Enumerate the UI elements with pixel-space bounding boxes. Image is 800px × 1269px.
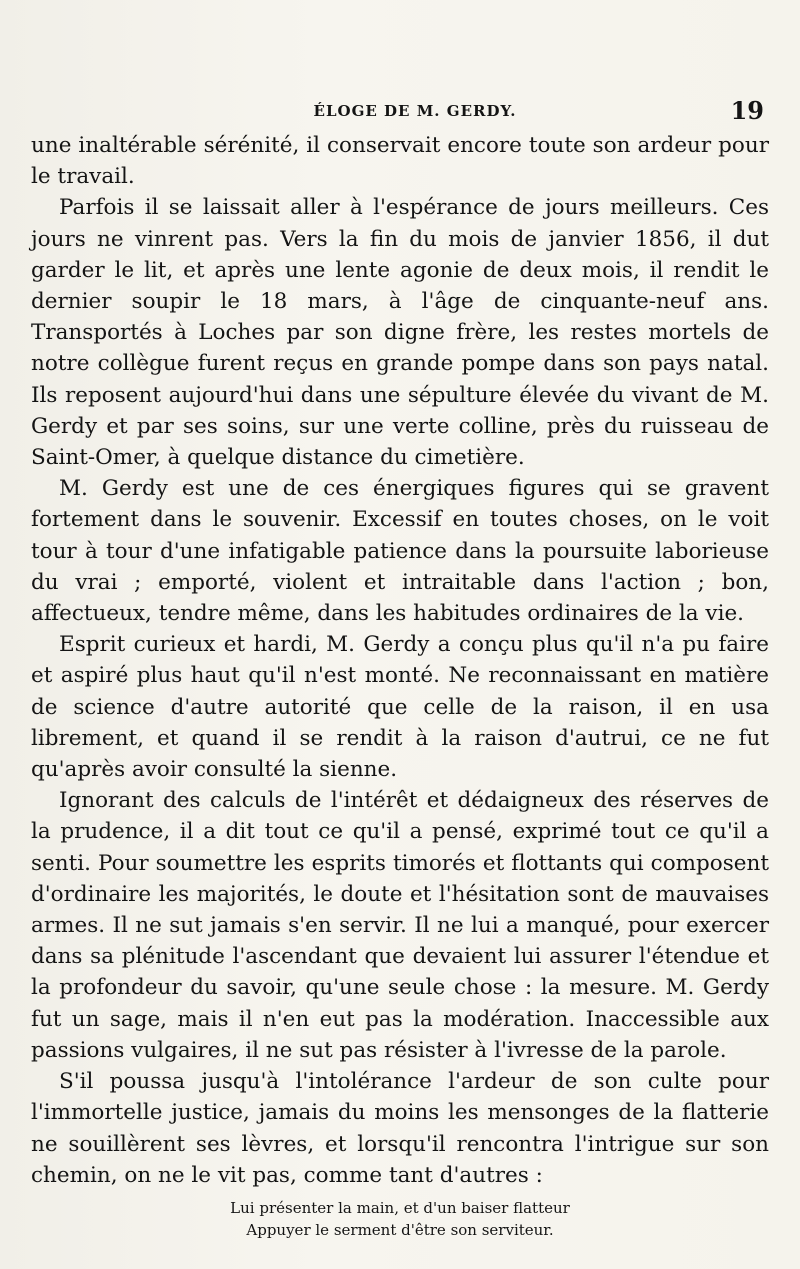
page-number: 19	[730, 96, 764, 125]
paragraph: Parfois il se laissait aller à l'espérance de jours meilleurs. Ces jours ne vinrent pas. Vers la fin du mois de janvier 1856, il dut garder le lit, et après une lente agonie de deux mois, il rendit le dernier soupir le 18 mars, à l'âge de cinquante-neuf ans. Transportés à Loches par son digne frère, les restes mortels de notre collègue furent reçus en grande pompe dans son pays natal. Ils reposent aujourd'hui dans une sépulture élevée du vivant de M. Gerdy et par ses soins, sur une verte colline, près du ruisseau de Saint-Omer, à quelque distance du cimetière.	[31, 195, 769, 471]
paragraph: M. Gerdy est une de ces énergiques figures qui se gravent fortement dans le souvenir. Excessif en toutes choses, on le voit tour à tour d'une infatigable patience dans la poursuite laborieuse du vrai ; emporté, violent et intraitable dans l'action ; bon, affectueux, tendre même, dans les habitudes ordinaires de la vie.	[31, 476, 769, 627]
body-text	[31, 130, 769, 1191]
running-head	[60, 96, 770, 128]
verse-quotation	[0, 1197, 800, 1241]
paragraph-continuation: une inaltérable sérénité, il conservait encore toute son ardeur pour le travail.	[31, 133, 769, 190]
paragraph: S'il poussa jusqu'à l'intolérance l'ardeur de son culte pour l'immortelle justice, jamais du moins les mensonges de la flatterie ne souillèrent ses lèvres, et lorsqu'il rencontra l'intrigue sur son chemin, on ne le vit pas, comme tant d'autres :	[31, 1069, 769, 1188]
verse-line: Lui présenter la main, et d'un baiser flatteur	[230, 1199, 570, 1217]
running-title: ÉLOGE DE M. GERDY.	[313, 102, 517, 120]
verse-line: Appuyer le serment d'être son serviteur.	[246, 1221, 554, 1239]
paragraph: Ignorant des calculs de l'intérêt et dédaigneux des réserves de la prudence, il a dit tout ce qu'il a pensé, exprimé tout ce qu'il a senti. Pour soumettre les esprits timorés et flottants qui composent d'ordinaire les majorités, le doute et l'hésitation sont de mauvaises armes. Il ne sut jamais s'en servir. Il ne lui a manqué, pour exercer dans sa plénitude l'ascendant que devaient lui assurer l'étendue et la profondeur du savoir, qu'une seule chose : la mesure. M. Gerdy fut un sage, mais il n'en eut pas la modération. Inaccessible aux passions vulgaires, il ne sut pas résister à l'ivresse de la parole.	[31, 788, 769, 1063]
paragraph: Esprit curieux et hardi, M. Gerdy a conçu plus qu'il n'a pu faire et aspiré plus haut qu'il n'est monté. Ne reconnaissant en matière de science d'autre autorité que celle de la raison, il en usa librement, et quand il se rendit à la raison d'autrui, ce ne fut qu'après avoir consulté la sienne.	[31, 632, 769, 783]
